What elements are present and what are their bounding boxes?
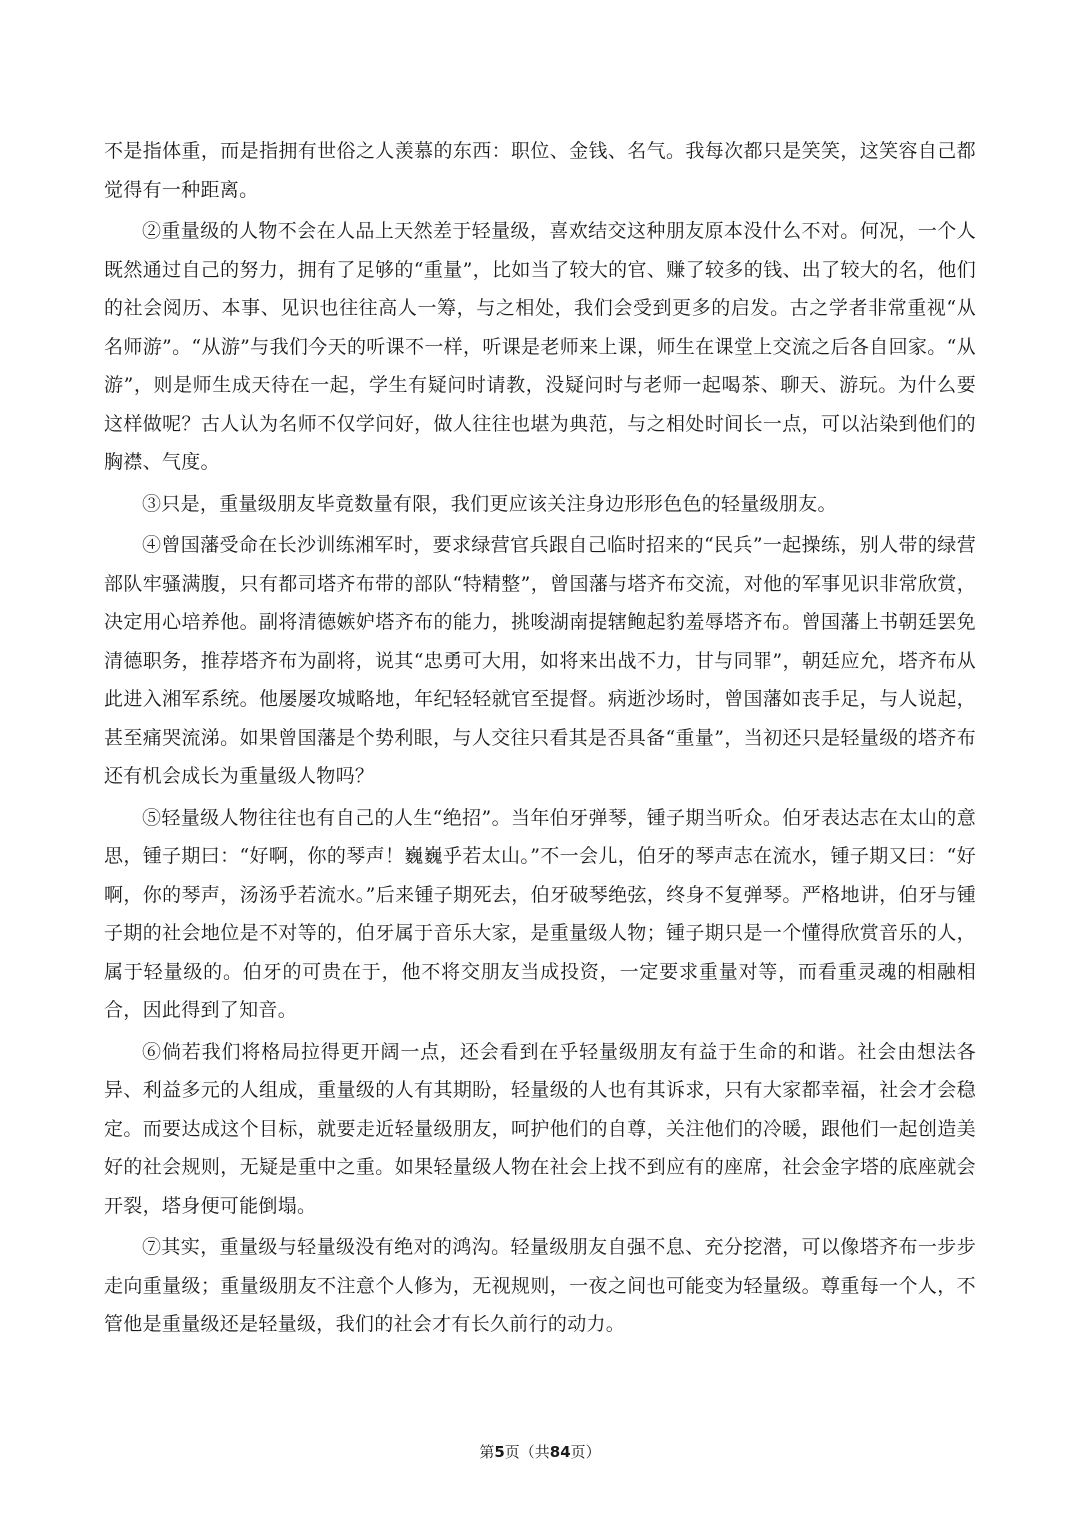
- footer-prefix: 第: [479, 1443, 495, 1461]
- footer-suffix: 页）: [570, 1443, 601, 1461]
- paragraph-7: ⑦其实，重量级与轻量级没有绝对的鸿沟。轻量级朋友自强不息、充分挖潜，可以像塔齐布一步步走向重量级；重量级朋友不注意个人修为，无视规则，一夜之间也可能变为轻量级。尊重每一个人，不管他是重量级还是轻量级，我们的社会才有长久前行的动力。: [104, 1236, 976, 1335]
- paragraph-6: ⑥倘若我们将格局拉得更开阔一点，还会看到在乎轻量级朋友有益于生命的和谐。社会由想法各异、利益多元的人组成，重量级的人有其期盼，轻量级的人也有其诉求，只有大家都幸福，社会才会稳定。而要达成这个目标，就要走近轻量级朋友，呵护他们的自尊，关注他们的冷暖，跟他们一起创造美好的社会规则，无疑是重中之重。如果轻量级人物在社会上找不到应有的座席，社会金字塔的底座就会开裂，塔身便可能倒塌。: [104, 1040, 976, 1217]
- current-page-number: 5: [494, 1443, 505, 1461]
- paragraph-2: ②重量级的人物不会在人品上天然差于轻量级，喜欢结交这种朋友原本没什么不对。何况，一个人既然通过自己的努力，拥有了足够的“重量”，比如当了较大的官、赚了较多的钱、出了较大的名，他们的社会阅历、本事、见识也往往高人一筹，与之相处，我们会受到更多的启发。古之学者非常重视“从名师游”。“从游”与我们今天的听课不一样，听课是老师来上课，师生在课堂上交流之后各自回家。“从游”，则是师生成天待在一起，学生有疑问时请教，没疑问时与老师一起喝茶、聊天、游玩。为什么要这样做呢？古人认为名师不仅学问好，做人往往也堪为典范，与之相处时间长一点，可以沾染到他们的胸襟、气度。: [104, 220, 976, 473]
- paragraph-4: ④曾国藩受命在长沙训练湘军时，要求绿营官兵跟自己临时招来的“民兵”一起操练，别人带的绿营部队牢骚满腹，只有都司塔齐布带的部队“特精整”，曾国藩与塔齐布交流，对他的军事见识非常欣赏，决定用心培养他。副将清德嫉妒塔齐布的能力，挑唆湖南提辖鲍起豹羞辱塔齐布。曾国藩上书朝廷罢免清德职务，推荐塔齐布为副将，说其“忠勇可大用，如将来出战不力，甘与同罪”，朝廷应允，塔齐布从此进入湘军系统。他屡屡攻城略地，年纪轻轻就官至提督。病逝沙场时，曾国藩如丧手足，与人说起，甚至痛哭流涕。如果曾国藩是个势利眼，与人交往只看其是否具备“重量”，当初还只是轻量级的塔齐布还有机会成长为重量级人物吗？: [104, 534, 976, 787]
- article-body: [104, 132, 976, 1347]
- paragraph-3: ③只是，重量级朋友毕竟数量有限，我们更应该关注身边形形色色的轻量级朋友。: [142, 492, 837, 515]
- page-footer: [0, 1441, 1080, 1462]
- paragraph-continuation: 不是指体重，而是指拥有世俗之人羡慕的东西：职位、金钱、名气。我每次都只是笑笑，这笑容自己都觉得有一种距离。: [104, 140, 976, 201]
- total-page-count: 84: [549, 1443, 571, 1461]
- paragraph-5: ⑤轻量级人物往往也有自己的人生“绝招”。当年伯牙弹琴，锺子期当听众。伯牙表达志在太山的意思，锺子期曰：“好啊，你的琴声！巍巍乎若太山。”不一会儿，伯牙的琴声志在流水，锺子期又曰：“好啊，你的琴声，汤汤乎若流水。”后来锺子期死去，伯牙破琴绝弦，终身不复弹琴。严格地讲，伯牙与锺子期的社会地位是不对等的，伯牙属于音乐大家，是重量级人物；锺子期只是一个懂得欣赏音乐的人，属于轻量级的。伯牙的可贵在于，他不将交朋友当成投资，一定要求重量对等，而看重灵魂的相融相合，因此得到了知音。: [104, 806, 976, 1021]
- footer-middle: 页（共: [504, 1443, 550, 1461]
